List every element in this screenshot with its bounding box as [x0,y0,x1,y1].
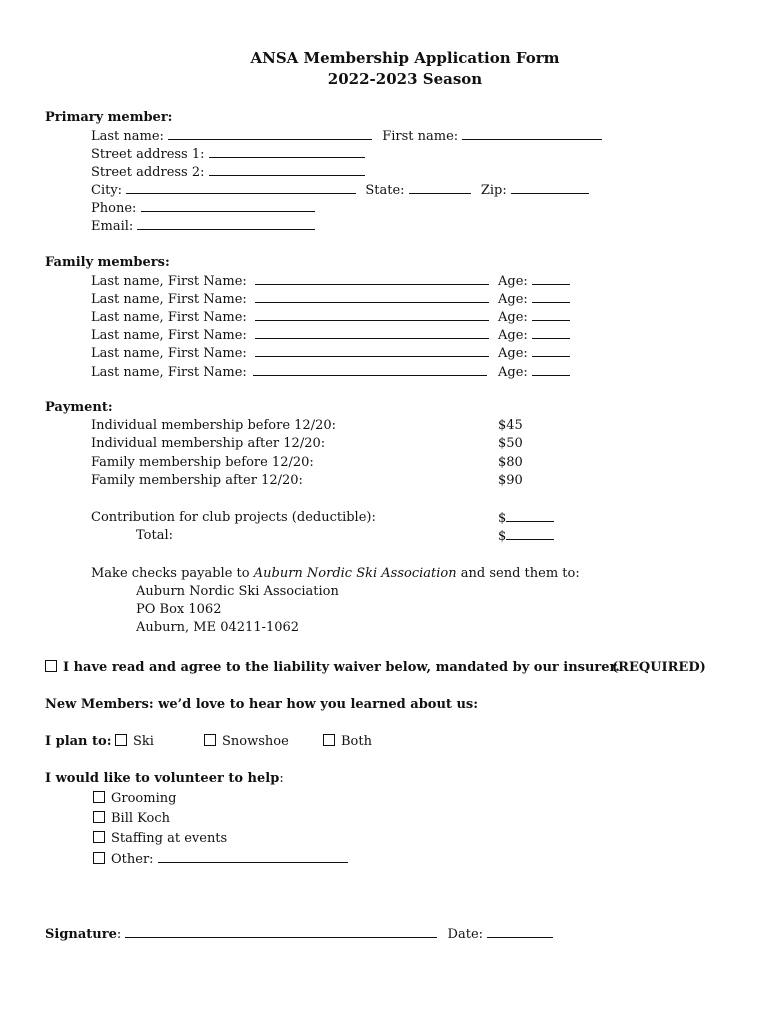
payment-item-price: $80 [498,455,523,470]
family-name-label: Last name, First Name: [91,365,247,380]
signature-row [45,925,553,944]
ski-label: Ski [133,734,154,749]
plan-label: I plan to: [45,734,112,749]
waiver-checkbox[interactable] [45,660,57,672]
checks-prefix: Make checks payable to [91,566,254,581]
family-row [91,326,489,345]
new-members-prompt: New Members: we’d love to hear how you learned about us: [45,697,479,712]
phone-label: Phone: [91,201,137,216]
last-name-row [91,127,602,146]
waiver-row [45,659,620,677]
age-label: Age: [498,310,528,325]
family-name-label: Last name, First Name: [91,328,247,343]
staffing-checkbox[interactable] [93,831,105,843]
last-name-field[interactable] [168,127,372,140]
age-field[interactable] [532,290,570,303]
city-label: City: [91,183,123,198]
family-row [91,344,489,363]
total-label: Total: [136,528,174,543]
other-label: Other: [111,852,154,867]
payment-item-label: Individual membership before 12/20: [91,418,336,433]
contribution-label: Contribution for club projects (deductible): [91,510,376,525]
payment-item-label: Individual membership after 12/20: [91,436,326,451]
total-field[interactable] [506,527,554,540]
checks-suffix: and send them to: [456,566,580,581]
plan-option-ski [115,733,154,751]
street2-field[interactable] [209,163,365,176]
family-age [498,290,570,309]
family-name-label: Last name, First Name: [91,292,247,307]
bill-koch-checkbox[interactable] [93,811,105,823]
zip-label: Zip: [480,183,507,198]
zip-field[interactable] [511,181,589,194]
contribution-amount [498,509,554,528]
ski-checkbox[interactable] [115,734,127,746]
mail-address-line: Auburn Nordic Ski Association [136,584,339,599]
volunteer-option-bill-koch [93,810,170,828]
date-label: Date: [447,927,484,942]
payment-item-price: $45 [498,418,523,433]
family-name-label: Last name, First Name: [91,310,247,325]
both-label: Both [341,734,372,749]
signature-label: Signature [45,927,117,942]
age-label: Age: [498,274,528,289]
signature-field[interactable] [125,925,437,938]
other-field[interactable] [158,850,348,863]
family-name-field[interactable] [255,326,489,339]
both-checkbox[interactable] [323,734,335,746]
last-name-label: Last name: [91,129,164,144]
volunteer-option-grooming [93,790,176,808]
first-name-label: First name: [382,129,459,144]
state-field[interactable] [409,181,471,194]
mail-address-line: PO Box 1062 [136,602,222,617]
age-label: Age: [498,328,528,343]
family-row [91,290,489,309]
family-name-field[interactable] [255,290,489,303]
email-field[interactable] [137,217,315,230]
phone-field[interactable] [141,199,315,212]
family-age [498,326,570,345]
snowshoe-checkbox[interactable] [204,734,216,746]
checks-instructions [91,565,580,583]
family-name-field[interactable] [255,344,489,357]
email-label: Email: [91,219,134,234]
payment-item-price: $50 [498,436,523,451]
email-row [91,217,315,236]
payment-heading: Payment: [45,400,113,415]
family-name-label: Last name, First Name: [91,346,247,361]
street1-field[interactable] [209,145,365,158]
payment-item-label: Family membership before 12/20: [91,455,314,470]
mail-address-line: Auburn, ME 04211-1062 [136,620,300,635]
family-age [498,363,570,382]
volunteer-label: I would like to volunteer to help [45,771,280,786]
age-field[interactable] [532,326,570,339]
age-field[interactable] [532,308,570,321]
grooming-label: Grooming [111,791,177,806]
age-label: Age: [498,292,528,307]
waiver-required: (REQUIRED) [612,660,706,675]
date-field[interactable] [487,925,553,938]
family-age [498,272,570,291]
volunteer-colon: : [279,771,284,786]
plan-option-snowshoe [204,733,289,751]
age-field[interactable] [532,344,570,357]
street2-row [91,163,365,182]
dollar-sign: $ [498,529,507,544]
family-row [91,363,487,382]
grooming-checkbox[interactable] [93,791,105,803]
family-name-field[interactable] [255,308,489,321]
dollar-sign: $ [498,511,507,526]
family-name-field[interactable] [255,272,489,285]
waiver-text: I have read and agree to the liability waiver below, mandated by our insurer. [63,660,620,675]
volunteer-option-staffing [93,830,227,848]
city-row [91,181,589,200]
family-name-label: Last name, First Name: [91,274,247,289]
age-field[interactable] [532,272,570,285]
family-name-field[interactable] [253,363,487,376]
volunteer-option-other [93,850,348,869]
plan-option-both [323,733,372,751]
street1-label: Street address 1: [91,147,205,162]
first-name-field[interactable] [462,127,602,140]
form-title: ANSA Membership Application Form [250,49,560,67]
age-field[interactable] [532,363,570,376]
staffing-label: Staffing at events [111,831,228,846]
volunteer-heading [45,770,284,788]
street1-row [91,145,365,164]
primary-member-heading: Primary member: [45,110,173,125]
contribution-field[interactable] [506,509,554,522]
total-amount [498,527,554,546]
payment-item-label: Family membership after 12/20: [91,473,303,488]
bill-koch-label: Bill Koch [111,811,171,826]
signature-colon: : [116,927,122,942]
age-label: Age: [498,365,528,380]
family-age [498,344,570,363]
street2-label: Street address 2: [91,165,205,180]
other-checkbox[interactable] [93,852,105,864]
snowshoe-label: Snowshoe [222,734,289,749]
family-age [498,308,570,327]
city-field[interactable] [126,181,356,194]
family-row [91,308,489,327]
age-label: Age: [498,346,528,361]
family-members-heading: Family members: [45,255,170,270]
state-label: State: [365,183,405,198]
family-row [91,272,489,291]
form-season: 2022-2023 Season [327,70,483,88]
phone-row [91,199,315,218]
checks-payee: Auburn Nordic Ski Association [253,566,457,581]
payment-item-price: $90 [498,473,523,488]
